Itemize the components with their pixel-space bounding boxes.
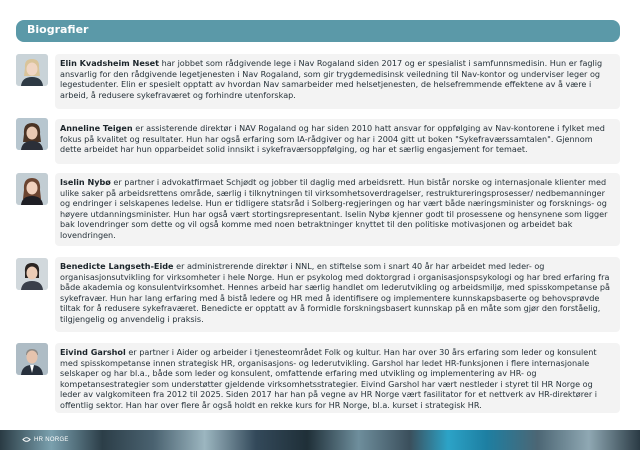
- bio-elin: [55, 54, 620, 109]
- bio-name: Benedicte Langseth-Eide: [60, 261, 174, 271]
- avatar-eivind: [16, 343, 48, 375]
- bio-anneline: [55, 119, 620, 164]
- bio-eivind: [55, 343, 620, 413]
- bio-name: Elin Kvadsheim Neset: [60, 58, 159, 68]
- bio-text: har jobbet som rådgivende lege i Nav Rogaland siden 2017 og er spesialist i samfunnsmedisin. Hun er faglig ansvarlig for den rådgivende legetjenesten i Nav Rogaland, som gir trygdemedisinsk veiledning til Nav-kontor og underviser leger og legestudenter. Elin er spesielt opptatt av hvordan Nav samarbeider med helsetjenesten, de helsefremmende effektene av å være i arbeid, å redusere sykefraværet og forhindre utenforskap.: [60, 58, 603, 100]
- bio-iselin: [55, 173, 620, 246]
- bio-benedicte: [55, 257, 620, 332]
- section-title: Biografier: [27, 23, 89, 36]
- bio-text: er administrerende direktør i NNL, en stiftelse som i snart 40 år har arbeidet med leder- og organisasjonsutvikling for virksomheter i hele Norge. Hun er psykolog med doktorgrad i organisasjonspsykologi og har bred erfaring fra både akademia og konsulentvirksomhet. Hennes arbeid har særlig handlet om lederutvikling og arbeidsmiljø, med spisskompetanse på sykefravær. Hun har lang erfaring med å bistå ledere og HR med å identifisere og implementere kunnskapsbaserte og behovsprøvde tiltak for å redusere sykefraværet. Benedicte er opptatt av å formidle forskningsbasert kunnskap på en måte som gjør den forståelig, tilgjengelig og anvendelig i praksis.: [60, 261, 611, 324]
- avatar-anneline: [16, 118, 48, 150]
- avatar-iselin: [16, 173, 48, 205]
- bio-name: Eivind Garshol: [60, 347, 126, 357]
- footer-logo: [22, 435, 69, 444]
- bio-name: Iselin Nybø: [60, 177, 111, 187]
- logo-text: HR NORGE: [34, 436, 69, 443]
- avatar-benedicte: [16, 258, 48, 290]
- logo-icon: [22, 435, 31, 444]
- bio-text: er assisterende direktør i NAV Rogaland og har siden 2010 hatt ansvar for oppfølging av Nav-kontorene i fylket med fokus på kvalitet og resultater. Hun har også erfaring som IA-rådgiver og har i 2004 gitt ut boken "Sykefraværssamtalen". Gjennom dette arbeidet har hun opparbeidet solid innsikt i sykefraværsoppfølging, og har et særlig engasjement for temaet.: [60, 123, 605, 155]
- footer-banner: [0, 430, 640, 450]
- bio-name: Anneline Teigen: [60, 123, 133, 133]
- bio-text: er partner i Aider og arbeider i tjenesteområdet Folk og kultur. Han har over 30 års erfaring som leder og konsulent med spisskompetanse innen strategisk HR, organisasjons- og lederutvikling. Garshol har ledet HR-funksjonen i flere internasjonale selskaper og har bl.a., både som leder og konsulent, omfattende erfaring med utvikling og implementering av HR- og kompetansestrategier som understøtter gjeldende virksomhetsstrategier. Eivind Garshol har vært nestleder i styret til HR Norge og leder av valgkomiteen fra 2012 til 2025. Siden 2017 har han på vegne av HR Norge vært fasilitator for et nettverk av HR-direktører i offentlig sektor. Han har over flere år også holdt en rekke kurs for HR Norge, bl.a. kurset i strategisk HR.: [60, 347, 598, 410]
- bio-text: er partner i advokatfirmaet Schjødt og jobber til daglig med arbeidsrett. Hun bistår norske og internasjonale klienter med ulike saker på arbeidsrettens område, særlig i tilknytningen til virksomhetsoverdragelser, restruktureringsprosesser/ nedbemanninger og endringer i selskapenes ledelse. Hun er tidligere statsråd i Solberg-regjeringen og har vært både næringsminister og forsknings- og høyere utdanningsminister. Hun har også vært stortingsrepresentant. Iselin Nybø kjenner godt til prosessene og hensynene som ligger bak lovendringer som dette og vil også komme med noen betraktninger knyttet til den politiske motivasjonen og arbeidet bak lovendringen.: [60, 177, 608, 240]
- section-header: [16, 20, 620, 42]
- avatar-elin: [16, 54, 48, 86]
